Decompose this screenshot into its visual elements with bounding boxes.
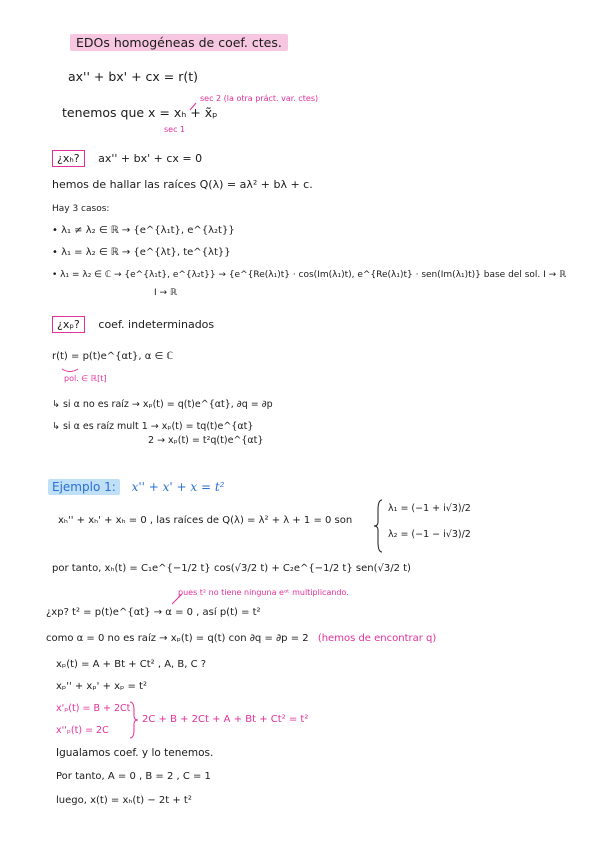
method-name: coef. indeterminados <box>98 318 215 331</box>
title-highlight: EDOs homogéneas de coef. ctes. <box>70 34 288 51</box>
lambda-1: λ₁ = (−1 + i√3)/2 <box>388 503 471 514</box>
case-distinct-real: • λ₁ ≠ λ₂ ∈ ℝ → {e^{λ₁t}, e^{λ₂t}} <box>52 225 235 236</box>
sec1-note: sec 1 <box>164 125 186 134</box>
sec2-note: sec 2 (la otra práct. var. ctes) <box>200 94 319 103</box>
coefficient-values: Por tanto, A = 0 , B = 2 , C = 1 <box>56 771 211 782</box>
xp-ansatz: xₚ(t) = A + Bt + Ct² , A, B, C ? <box>56 659 207 670</box>
homogeneous-equation: ax'' + bx' + cx = 0 <box>98 152 203 165</box>
example-homogeneous: xₕ'' + xₕ' + xₕ = 0 , las raíces de Q(λ) = λ² + λ + 1 = 0 son <box>58 515 353 526</box>
derivative-brace-stroke <box>130 702 138 738</box>
first-derivative: x'ₚ(t) = B + 2Ct <box>56 703 131 714</box>
case-complex-domain: I → ℝ <box>154 288 178 298</box>
rule-not-root: ↳ si α no es raíz → xₚ(t) = q(t)e^{αt}, ∂q = ∂p <box>52 399 273 410</box>
case-complex: • λ₁ = λ₂ ∈ ℂ → {e^{λ₁t}, e^{λ₂t}} → {e^{Re(λ₁)t} · cos(Im(λ₁)t), e^{Re(λ₁)t} · sen(Im(λ₁)t)} base del sol. I → ℝ <box>52 270 567 280</box>
substitution-equation: xₚ'' + xₚ' + xₚ = t² <box>56 681 147 692</box>
cases-intro: Hay 3 casos: <box>52 204 110 214</box>
solution-form: tenemos que x = xₕ + x̃ₚ <box>62 105 218 120</box>
find-q-note: (hemos de encontrar q) <box>317 633 437 644</box>
forcing-form: r(t) = p(t)e^{αt}, α ∈ ℂ <box>52 351 174 362</box>
equate-coefficients: Igualamos coef. y lo tenemos. <box>56 747 214 759</box>
alpha-not-root <box>46 632 436 646</box>
no-exponential-note: pues t² no tiene ninguna eᵅᵗ multiplicando. <box>178 588 349 597</box>
second-derivative: x''ₚ(t) = 2C <box>56 725 109 736</box>
example-equation: x'' + x' + x = t² <box>131 480 225 494</box>
example-heading <box>48 480 225 494</box>
xh-solution: por tanto, xₕ(t) = C₁e^{−1/2 t} cos(√3/2 t) + C₂e^{−1/2 t} sen(√3/2 t) <box>52 563 411 574</box>
lambda-2: λ₂ = (−1 − i√3)/2 <box>388 529 471 540</box>
rule-root-mult-2: 2 → xₚ(t) = t²q(t)e^{αt} <box>148 435 264 446</box>
alpha-not-root-text: como α = 0 no es raíz → xₚ(t) = q(t) con ∂q = ∂p = 2 <box>46 633 309 644</box>
general-equation: ax'' + bx' + cx = r(t) <box>68 69 199 84</box>
example-label: Ejemplo 1: <box>48 479 120 495</box>
xp-heading <box>52 318 214 332</box>
xh-heading <box>52 152 202 166</box>
polynomial-note: pol. ∈ ℝ[t] <box>64 374 107 383</box>
coefficient-equation: 2C + B + 2Ct + A + Bt + Ct² = t² <box>142 714 309 725</box>
page-title <box>70 36 288 50</box>
roots-instruction: hemos de hallar las raíces Q(λ) = aλ² + bλ + c. <box>52 178 313 191</box>
xp-box: ¿xₚ? <box>52 316 85 333</box>
lambda-brace-stroke <box>374 500 382 552</box>
xh-box: ¿xₕ? <box>52 150 85 167</box>
case-equal-real: • λ₁ = λ₂ ∈ ℝ → {e^{λt}, te^{λt}} <box>52 247 231 258</box>
general-solution: luego, x(t) = xₕ(t) − 2t + t² <box>56 795 192 806</box>
xp-question: ¿xp? t² = p(t)e^{αt} → α = 0 , así p(t) = t² <box>46 607 261 618</box>
underbrace-stroke <box>62 369 78 372</box>
rule-root-mult-1: ↳ si α es raíz mult 1 → xₚ(t) = tq(t)e^{αt} <box>52 421 254 432</box>
